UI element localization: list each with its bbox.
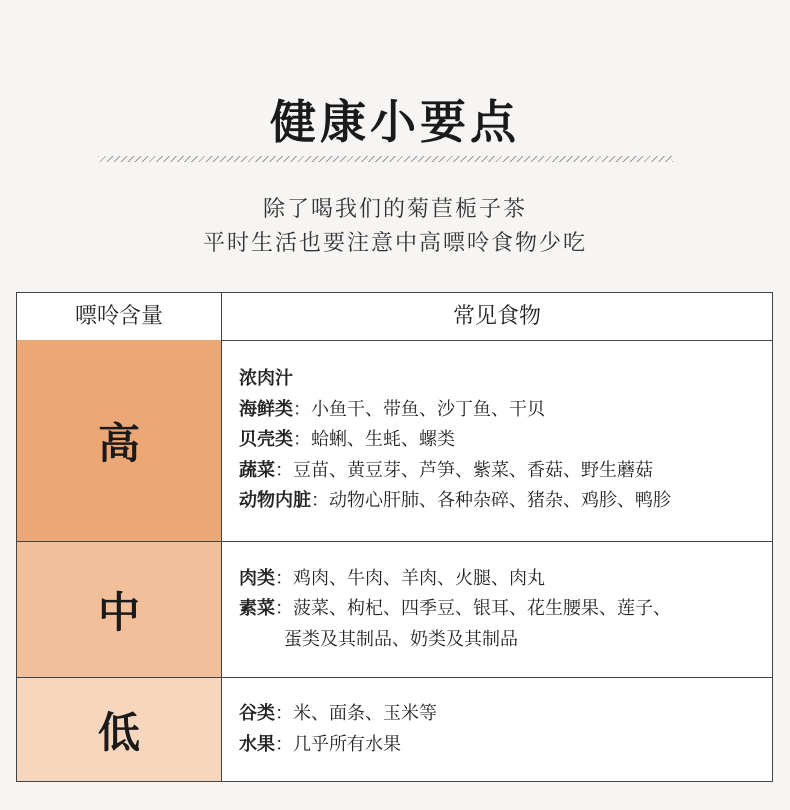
food-separator: ： <box>275 703 293 724</box>
level-high: 高 <box>17 340 222 541</box>
food-category: 水果 <box>239 733 275 755</box>
food-category: 动物内脏 <box>239 490 311 512</box>
food-line-continuation: 蛋类及其制品、奶类及其制品 <box>284 628 518 650</box>
row-medium <box>17 542 772 678</box>
food-category: 海鲜类 <box>239 398 293 420</box>
food-separator: ： <box>311 490 329 512</box>
foods-low <box>239 678 764 781</box>
row-high <box>17 340 772 542</box>
food-category: 谷类 <box>239 703 275 724</box>
table-header <box>17 293 772 341</box>
intro-line-2: 平时生活也要注意中高嘌呤食物少吃 <box>202 231 587 256</box>
food-line <box>239 699 764 730</box>
food-line <box>239 364 764 395</box>
header-common-foods: 常见食物 <box>452 304 541 329</box>
food-category: 浓肉汁 <box>239 368 293 390</box>
food-list: 蛤蜊、生蚝、螺类 <box>311 429 455 451</box>
intro-line-1: 除了喝我们的菊苣栀子茶 <box>262 197 527 222</box>
purine-table <box>16 292 773 782</box>
food-line <box>239 425 764 456</box>
food-separator: ： <box>275 733 293 755</box>
food-separator: ： <box>275 598 293 620</box>
food-list: 豆苗、黄豆芽、芦笋、紫菜、香菇、野生蘑菇 <box>293 459 653 481</box>
food-list: 米、面条、玉米等 <box>293 703 437 724</box>
food-line <box>239 395 764 426</box>
foods-medium <box>239 542 764 677</box>
title-divider <box>98 156 673 162</box>
header-purine-level: 嘌呤含量 <box>17 293 222 340</box>
food-category: 贝壳类 <box>239 429 293 451</box>
level-medium: 中 <box>17 542 222 677</box>
food-separator: ： <box>275 459 293 481</box>
food-separator: ： <box>275 567 293 589</box>
food-list: 动物心肝肺、各种杂碎、猪杂、鸡胗、鸭胗 <box>329 490 671 512</box>
food-separator: ： <box>293 429 311 451</box>
food-list: 小鱼干、带鱼、沙丁鱼、干贝 <box>311 398 545 420</box>
row-low <box>17 678 772 781</box>
food-category: 肉类 <box>239 567 275 589</box>
food-list: 鸡肉、牛肉、羊肉、火腿、肉丸 <box>293 567 545 589</box>
food-line <box>239 730 764 761</box>
food-category: 素菜 <box>239 598 275 620</box>
food-category: 蔬菜 <box>239 459 275 481</box>
food-separator: ： <box>293 398 311 420</box>
food-line <box>239 486 764 517</box>
page-title: 健康小要点 <box>270 95 520 149</box>
food-list: 几乎所有水果 <box>293 733 401 755</box>
food-line <box>239 594 764 625</box>
food-line <box>239 456 764 487</box>
level-low: 低 <box>17 678 222 781</box>
food-list: 菠菜、枸杞、四季豆、银耳、花生腰果、莲子、 <box>293 598 671 620</box>
foods-high <box>239 340 764 541</box>
food-line <box>239 564 764 595</box>
intro-text <box>0 193 790 261</box>
